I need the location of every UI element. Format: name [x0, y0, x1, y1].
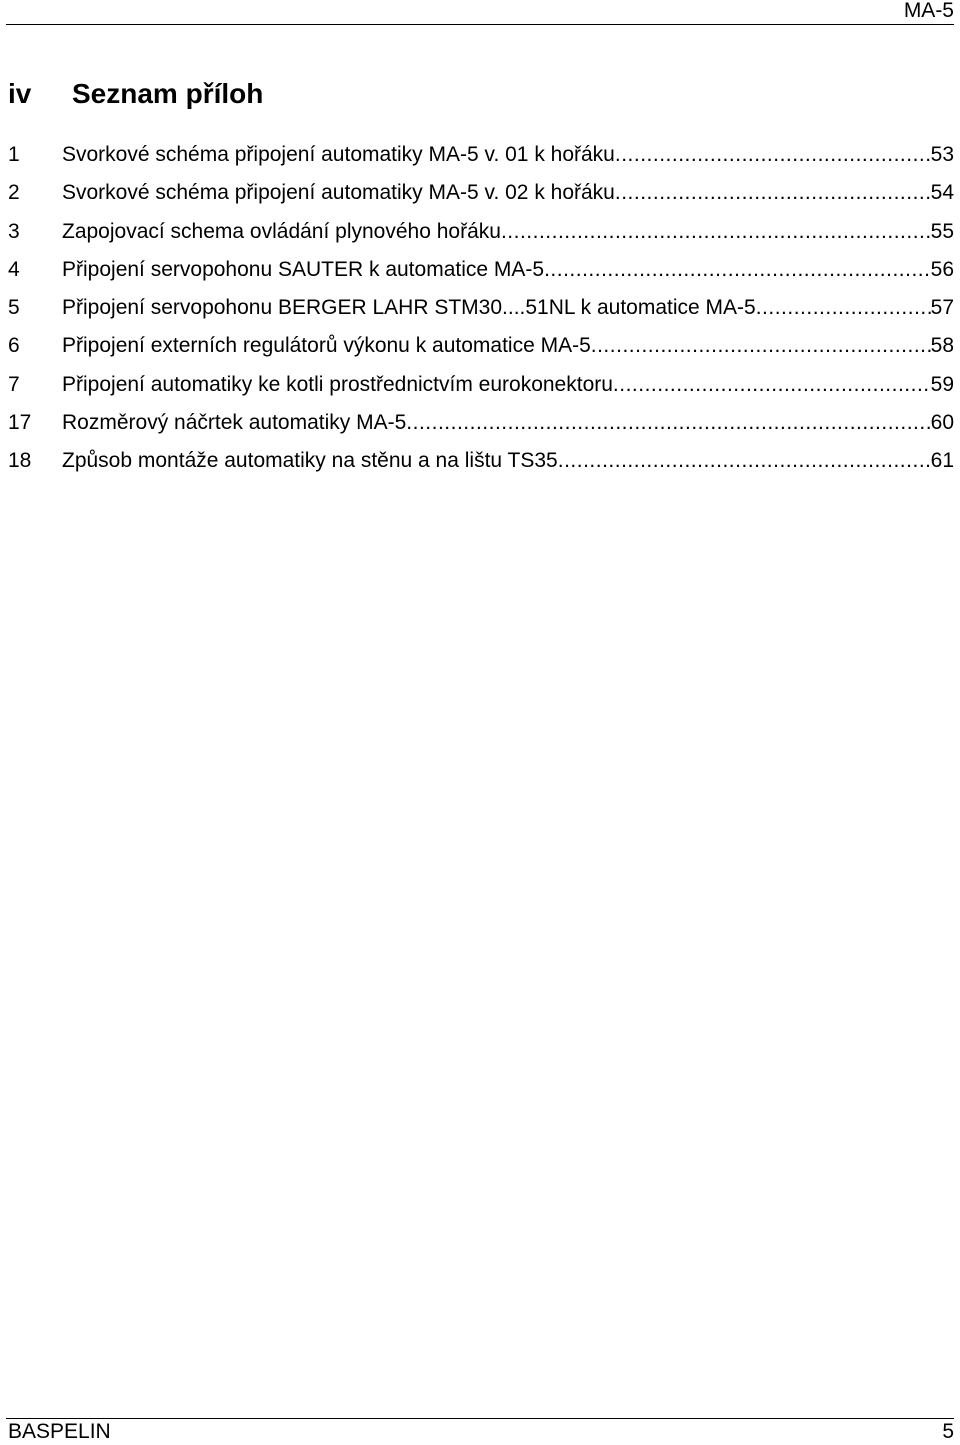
toc-entry-number: 1: [8, 143, 20, 166]
header-title: MA-5: [903, 0, 954, 22]
toc-entry-title: Zapojovací schema ovládání plynového hořáku: [62, 219, 501, 243]
toc-entry-title: Způsob montáže automatiky na stěnu a na lištu TS35: [62, 449, 558, 473]
toc-entry-number: 6: [8, 334, 20, 358]
toc-entry-number: 18: [8, 449, 32, 473]
toc-entry-title: Svorkové schéma připojení automatiky MA-5 v. 01 k hořáku: [62, 143, 615, 166]
toc-entry-number: 2: [8, 181, 20, 205]
toc-dot-leader: [756, 293, 931, 323]
toc-entry[interactable]: [8, 255, 954, 293]
footer-page-number: 5: [942, 1420, 954, 1443]
toc-dot-leader: [591, 331, 931, 361]
toc-dot-leader: [501, 217, 931, 247]
toc-entry[interactable]: [8, 140, 954, 178]
section-title: Seznam příloh: [72, 78, 264, 109]
toc-entry-page: 60: [930, 411, 954, 435]
toc-entry[interactable]: [8, 331, 954, 369]
toc-entry-number: 4: [8, 257, 20, 281]
toc-entry[interactable]: [8, 293, 954, 331]
toc-entry-page: 58: [930, 334, 954, 358]
toc-entry-page: 55: [930, 219, 954, 243]
toc-entry-page: 56: [930, 257, 954, 281]
toc-dot-leader: [544, 255, 931, 285]
toc-entry-title: Připojení servopohonu SAUTER k automatice MA-5: [62, 257, 545, 281]
toc-entry-number: 3: [8, 219, 20, 243]
toc-dot-leader: [613, 370, 931, 400]
toc-entry-page: 61: [930, 449, 954, 473]
toc-entry[interactable]: [8, 178, 954, 216]
toc-entry-page: 54: [930, 181, 954, 205]
toc-dot-leader: [558, 446, 931, 476]
table-of-contents: [8, 140, 954, 485]
toc-entry-page: 53: [930, 143, 954, 166]
toc-entry-title: Rozměrový náčrtek automatiky MA-5: [62, 411, 407, 435]
toc-entry-title: Svorkové schéma připojení automatiky MA-5 v. 02 k hořáku: [62, 181, 615, 205]
toc-dot-leader: [615, 140, 931, 170]
toc-entry-title: Připojení externích regulátorů výkonu k automatice MA-5: [62, 334, 591, 358]
toc-dot-leader: [615, 178, 931, 208]
toc-entry[interactable]: [8, 217, 954, 255]
toc-entry[interactable]: [8, 446, 954, 484]
toc-entry-page: 59: [930, 372, 954, 396]
header-divider: [6, 24, 954, 25]
footer-company: BASPELIN: [8, 1420, 111, 1443]
toc-entry[interactable]: [8, 408, 954, 446]
toc-entry-title: Připojení servopohonu BERGER LAHR STM30....51NL k automatice MA-5: [62, 296, 756, 320]
toc-dot-leader: [406, 408, 930, 438]
toc-entry[interactable]: [8, 370, 954, 408]
section-number: iv: [8, 78, 32, 109]
toc-entry-number: 5: [8, 296, 20, 320]
toc-entry-number: 17: [8, 411, 32, 435]
footer-divider: [6, 1418, 954, 1419]
toc-entry-page: 57: [930, 296, 954, 320]
toc-entry-number: 7: [8, 372, 20, 396]
toc-entry-title: Připojení automatiky ke kotli prostřednictvím eurokonektoru: [62, 372, 613, 396]
section-heading: [8, 76, 263, 112]
